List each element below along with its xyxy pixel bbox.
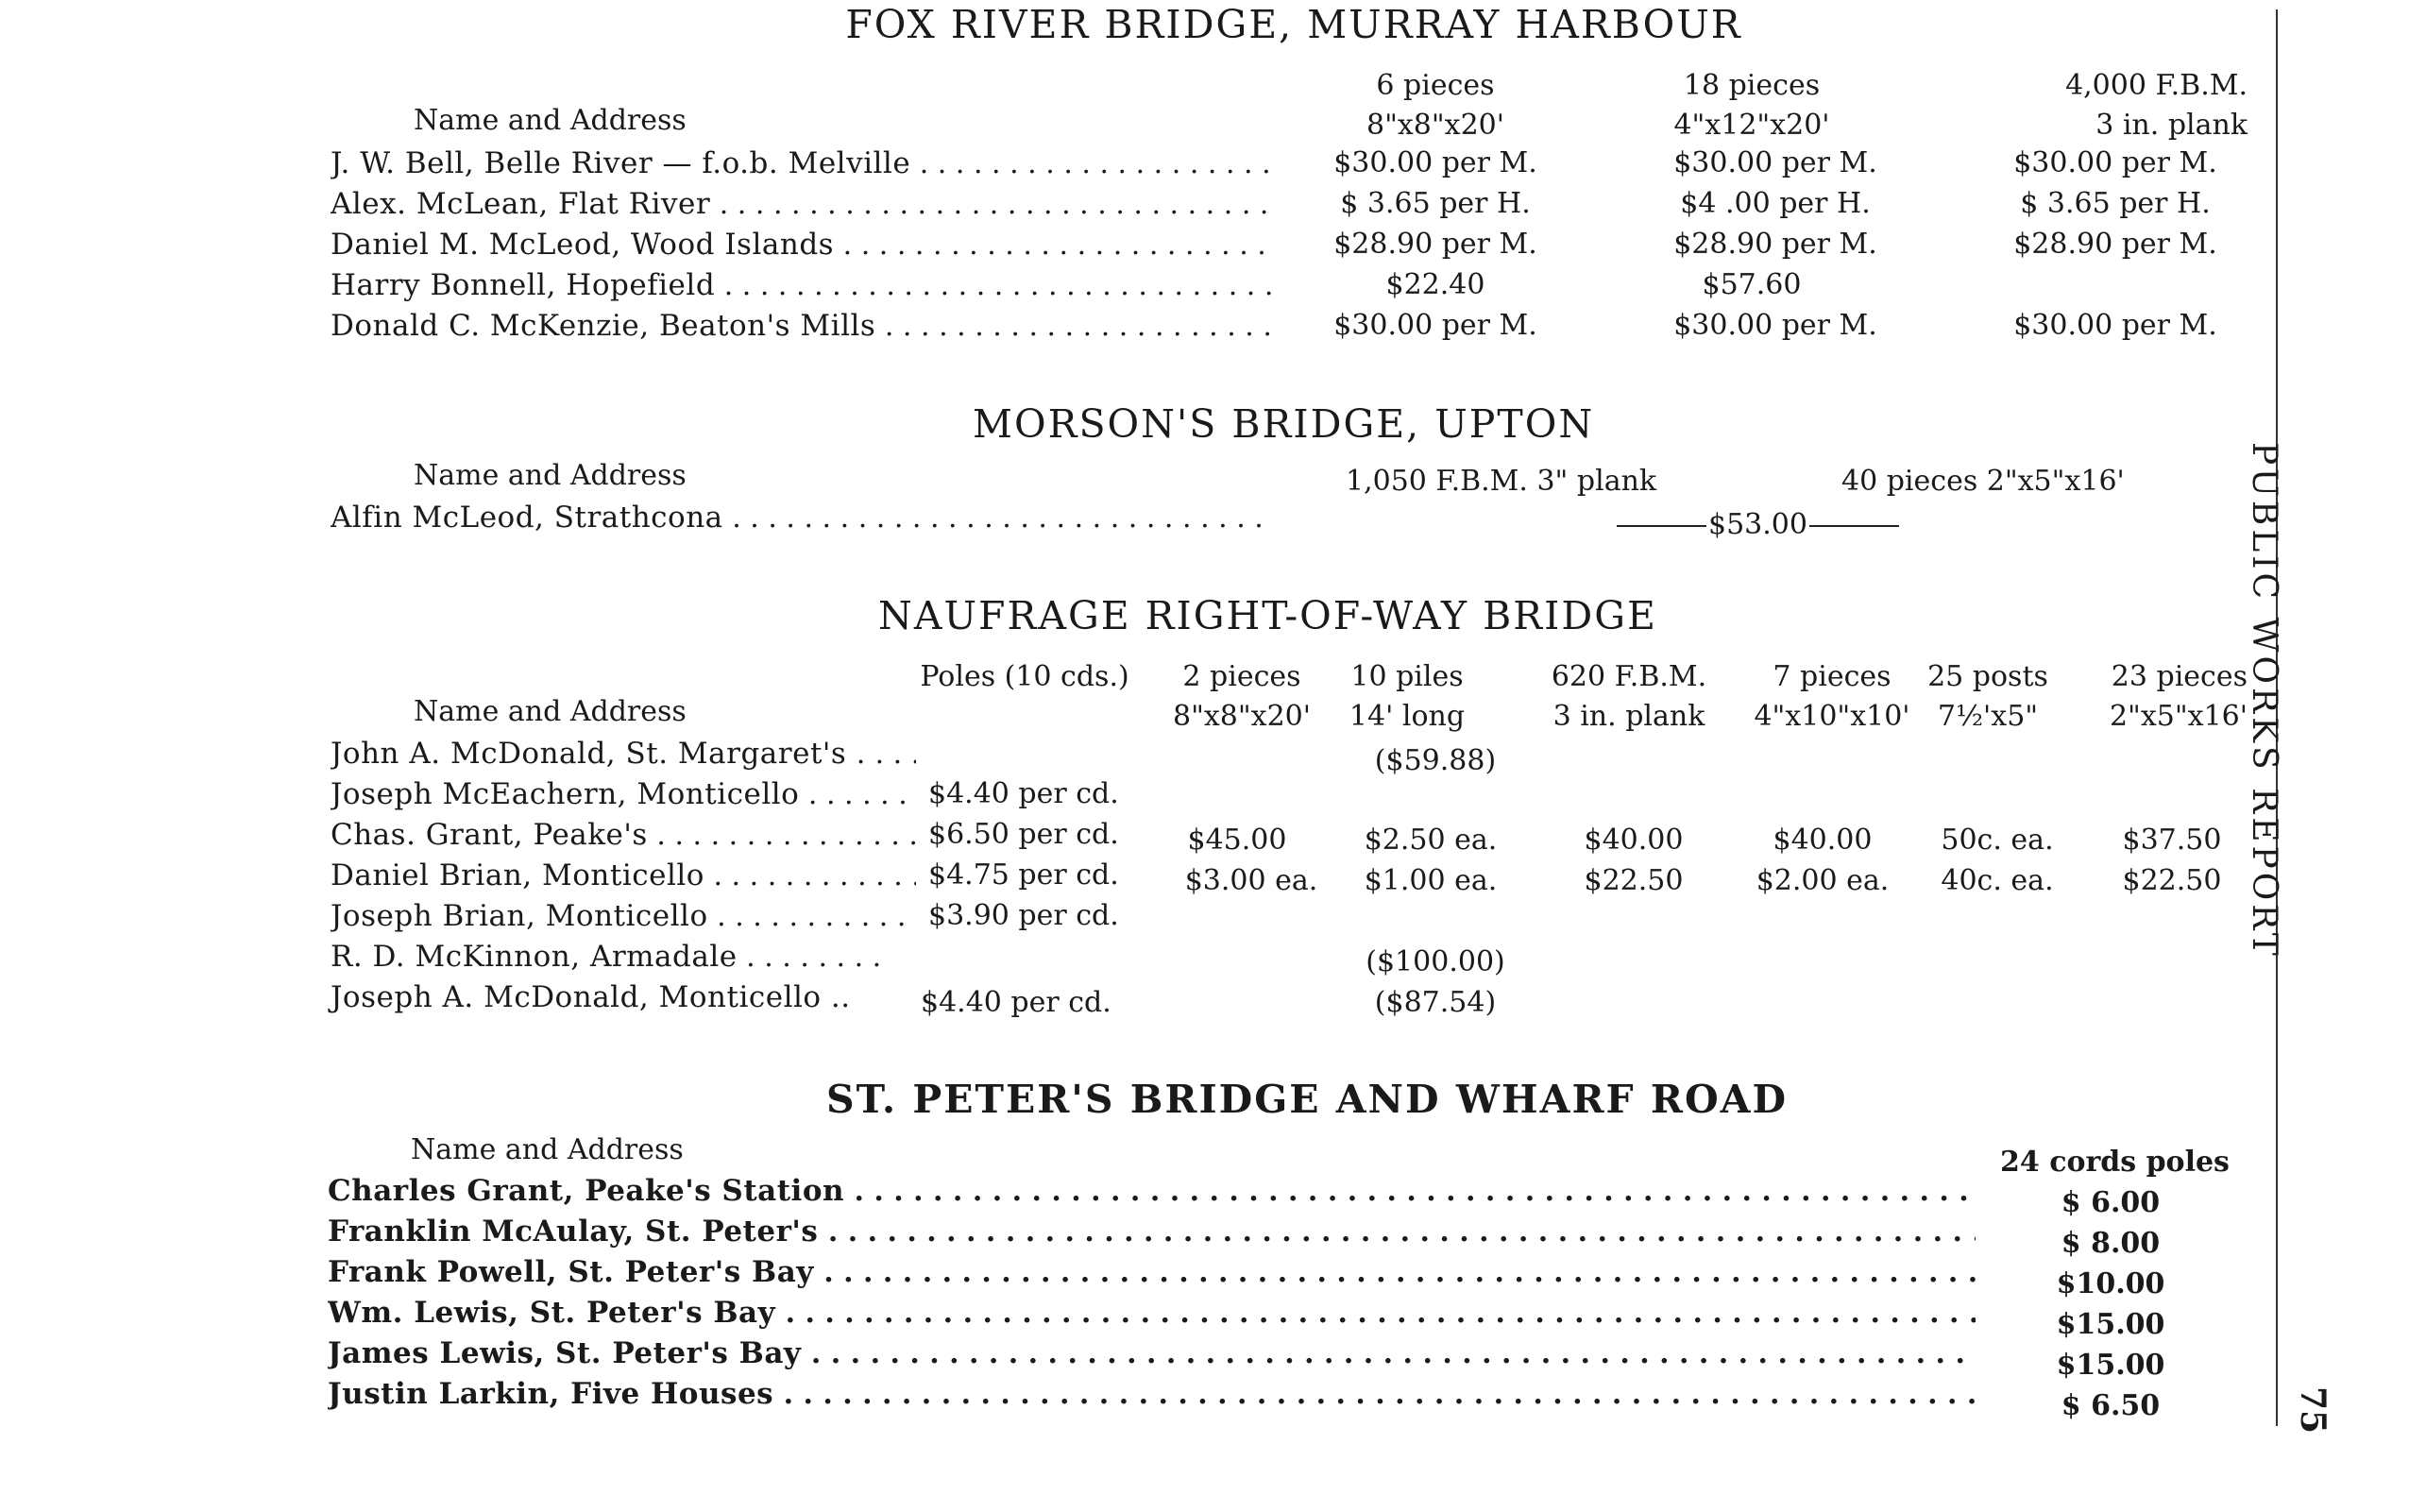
fox-name-header: Name and Address — [414, 104, 687, 137]
lump-sum-value: $53.00 — [1708, 508, 1807, 541]
fox-river-title: FOX RIVER BRIDGE, MURRAY HARBOUR — [845, 2, 1742, 47]
naufrage-col-4-header: 620 F.B.M. 3 in. plank — [1551, 660, 1707, 733]
row-name: Donald C. McKenzie, Beaton's Mills — [331, 309, 876, 343]
row-name: J. W. Bell, Belle River — f.o.b. Melville — [331, 146, 911, 180]
table-row — [331, 899, 916, 933]
table-cell: $15.00 — [2056, 1308, 2165, 1341]
naufrage-col-2-header: 2 pieces 8"x8"x20' — [1172, 660, 1312, 733]
naufrage-title: NAUFRAGE RIGHT-OF-WAY BRIDGE — [878, 593, 1657, 638]
naufrage-col-6-header: 25 posts 7½'x5" — [1927, 660, 2048, 733]
table-cell: ($87.54) — [1374, 986, 1497, 1019]
table-cell: $30.00 per M. — [1333, 146, 1537, 179]
morsons-title: MORSON'S BRIDGE, UPTON — [973, 401, 1595, 447]
table-cell: $2.00 ea. — [1756, 864, 1890, 897]
naufrage-col-7-header: 23 pieces 2"x5"x16' — [2109, 660, 2248, 733]
table-row — [331, 228, 1275, 262]
table-row — [331, 501, 1275, 535]
st-peters-title: ST. PETER'S BRIDGE AND WHARF ROAD — [826, 1077, 1789, 1122]
fox-col-1-header: 6 pieces 8"x8"x20' — [1366, 69, 1505, 142]
table-row — [328, 1336, 1976, 1370]
row-name: Alex. McLean, Flat River — [331, 187, 711, 221]
table-row — [331, 146, 1275, 180]
table-row — [331, 940, 916, 974]
row-name: Justin Larkin, Five Houses — [328, 1377, 774, 1411]
table-row — [331, 187, 1275, 221]
row-name: Daniel M. McLeod, Wood Islands — [331, 228, 835, 262]
row-name: Frank Powell, St. Peter's Bay — [328, 1255, 814, 1289]
table-cell: $22.50 — [2122, 864, 2222, 897]
naufrage-col-3-header: 10 piles 14' long — [1349, 660, 1466, 733]
table-cell: $30.00 per M. — [2013, 146, 2217, 179]
leader-dots: . . . . . . . . — [737, 941, 882, 974]
table-cell: $4.40 per cd. — [928, 777, 1119, 810]
table-cell: $30.00 per M. — [1673, 309, 1877, 342]
naufrage-name-header: Name and Address — [414, 695, 687, 728]
row-name: Joseph McEachern, Monticello — [331, 777, 800, 811]
table-cell: $ 3.65 per H. — [2020, 187, 2211, 220]
table-cell: $45.00 — [1187, 824, 1287, 857]
row-name: Joseph A. McDonald, Monticello .. — [331, 980, 851, 1014]
table-row — [331, 858, 916, 892]
row-name: James Lewis, St. Peter's Bay — [328, 1336, 802, 1370]
table-row — [328, 1377, 1976, 1411]
table-cell: $15.00 — [2056, 1349, 2165, 1382]
row-name: Alfin McLeod, Strathcona — [331, 501, 723, 535]
table-row — [328, 1215, 1976, 1249]
table-cell: $57.60 — [1702, 268, 1802, 301]
morsons-col-2-header: 40 pieces 2"x5"x16' — [1841, 465, 2125, 498]
naufrage-col-5-header: 7 pieces 4"x10"x10' — [1754, 660, 1910, 733]
table-row — [328, 1174, 1976, 1208]
st-peters-col-header: 24 cords poles — [2000, 1146, 2230, 1179]
table-cell: $40.00 — [1584, 824, 1684, 857]
table-row — [331, 818, 916, 852]
row-name: John A. McDonald, St. Margaret's . — [331, 737, 867, 771]
row-name: Harry Bonnell, Hopefield — [331, 268, 716, 302]
table-cell: $4.75 per cd. — [928, 858, 1119, 892]
morsons-col-1-header: 1,050 F.B.M. 3" plank — [1346, 465, 1657, 498]
table-cell: ($100.00) — [1366, 945, 1505, 978]
table-cell: 50c. ea. — [1941, 824, 2054, 857]
st-peters-name-header: Name and Address — [411, 1133, 684, 1166]
table-cell: $30.00 per M. — [1333, 309, 1537, 342]
table-cell: $3.90 per cd. — [928, 899, 1119, 932]
lump-rule-left — [1617, 525, 1706, 527]
morsons-name-header: Name and Address — [414, 459, 687, 492]
table-cell: $28.90 per M. — [2013, 228, 2217, 261]
table-cell: $ 6.00 — [2061, 1186, 2161, 1219]
table-cell: $40.00 — [1773, 824, 1873, 857]
table-row — [331, 309, 1275, 343]
row-name: Charles Grant, Peake's Station — [328, 1174, 845, 1208]
table-cell: ($59.88) — [1374, 744, 1497, 777]
table-cell: $28.90 per M. — [1673, 228, 1877, 261]
table-cell: 40c. ea. — [1941, 864, 2054, 897]
table-cell: $6.50 per cd. — [928, 818, 1119, 851]
table-cell: $28.90 per M. — [1333, 228, 1537, 261]
table-cell: $4.40 per cd. — [921, 986, 1111, 1019]
fox-col-2-header: 18 pieces 4"x12"x20' — [1673, 69, 1830, 142]
table-row — [331, 777, 916, 811]
table-row — [331, 980, 916, 1014]
side-header: PUBLIC WORKS REPORT — [2245, 442, 2283, 960]
table-cell: $22.40 — [1385, 268, 1485, 301]
table-cell: $22.50 — [1584, 864, 1684, 897]
table-row — [331, 268, 1275, 302]
table-cell: $4 .00 per H. — [1680, 187, 1871, 220]
table-row — [328, 1255, 1976, 1289]
table-cell: $2.50 ea. — [1364, 824, 1498, 857]
lump-rule-right — [1809, 525, 1899, 527]
table-cell: $30.00 per M. — [2013, 309, 2217, 342]
table-cell: $10.00 — [2056, 1267, 2165, 1300]
fox-col-3-header: 4,000 F.B.M. 3 in. plank — [2065, 69, 2248, 142]
table-row — [331, 737, 916, 771]
row-name: Franklin McAulay, St. Peter's — [328, 1215, 819, 1249]
row-name: Daniel Brian, Monticello — [331, 858, 704, 892]
row-name: Chas. Grant, Peake's — [331, 818, 648, 852]
table-cell: $ 8.00 — [2061, 1227, 2161, 1260]
page-number: 75 — [2293, 1386, 2333, 1435]
table-cell: $3.00 ea. — [1184, 864, 1318, 897]
table-cell: $30.00 per M. — [1673, 146, 1877, 179]
row-name: R. D. McKinnon, Armadale — [331, 940, 738, 974]
table-cell: $ 3.65 per H. — [1340, 187, 1531, 220]
lump-sum — [1615, 508, 1901, 541]
row-name: Wm. Lewis, St. Peter's Bay — [328, 1296, 776, 1330]
table-row — [328, 1296, 1976, 1330]
table-cell: $1.00 ea. — [1364, 864, 1498, 897]
table-cell: $ 6.50 — [2061, 1389, 2161, 1422]
naufrage-col-poles-header: Poles (10 cds.) — [920, 660, 1129, 693]
row-name: Joseph Brian, Monticello — [331, 899, 708, 933]
table-cell: $37.50 — [2122, 824, 2222, 857]
